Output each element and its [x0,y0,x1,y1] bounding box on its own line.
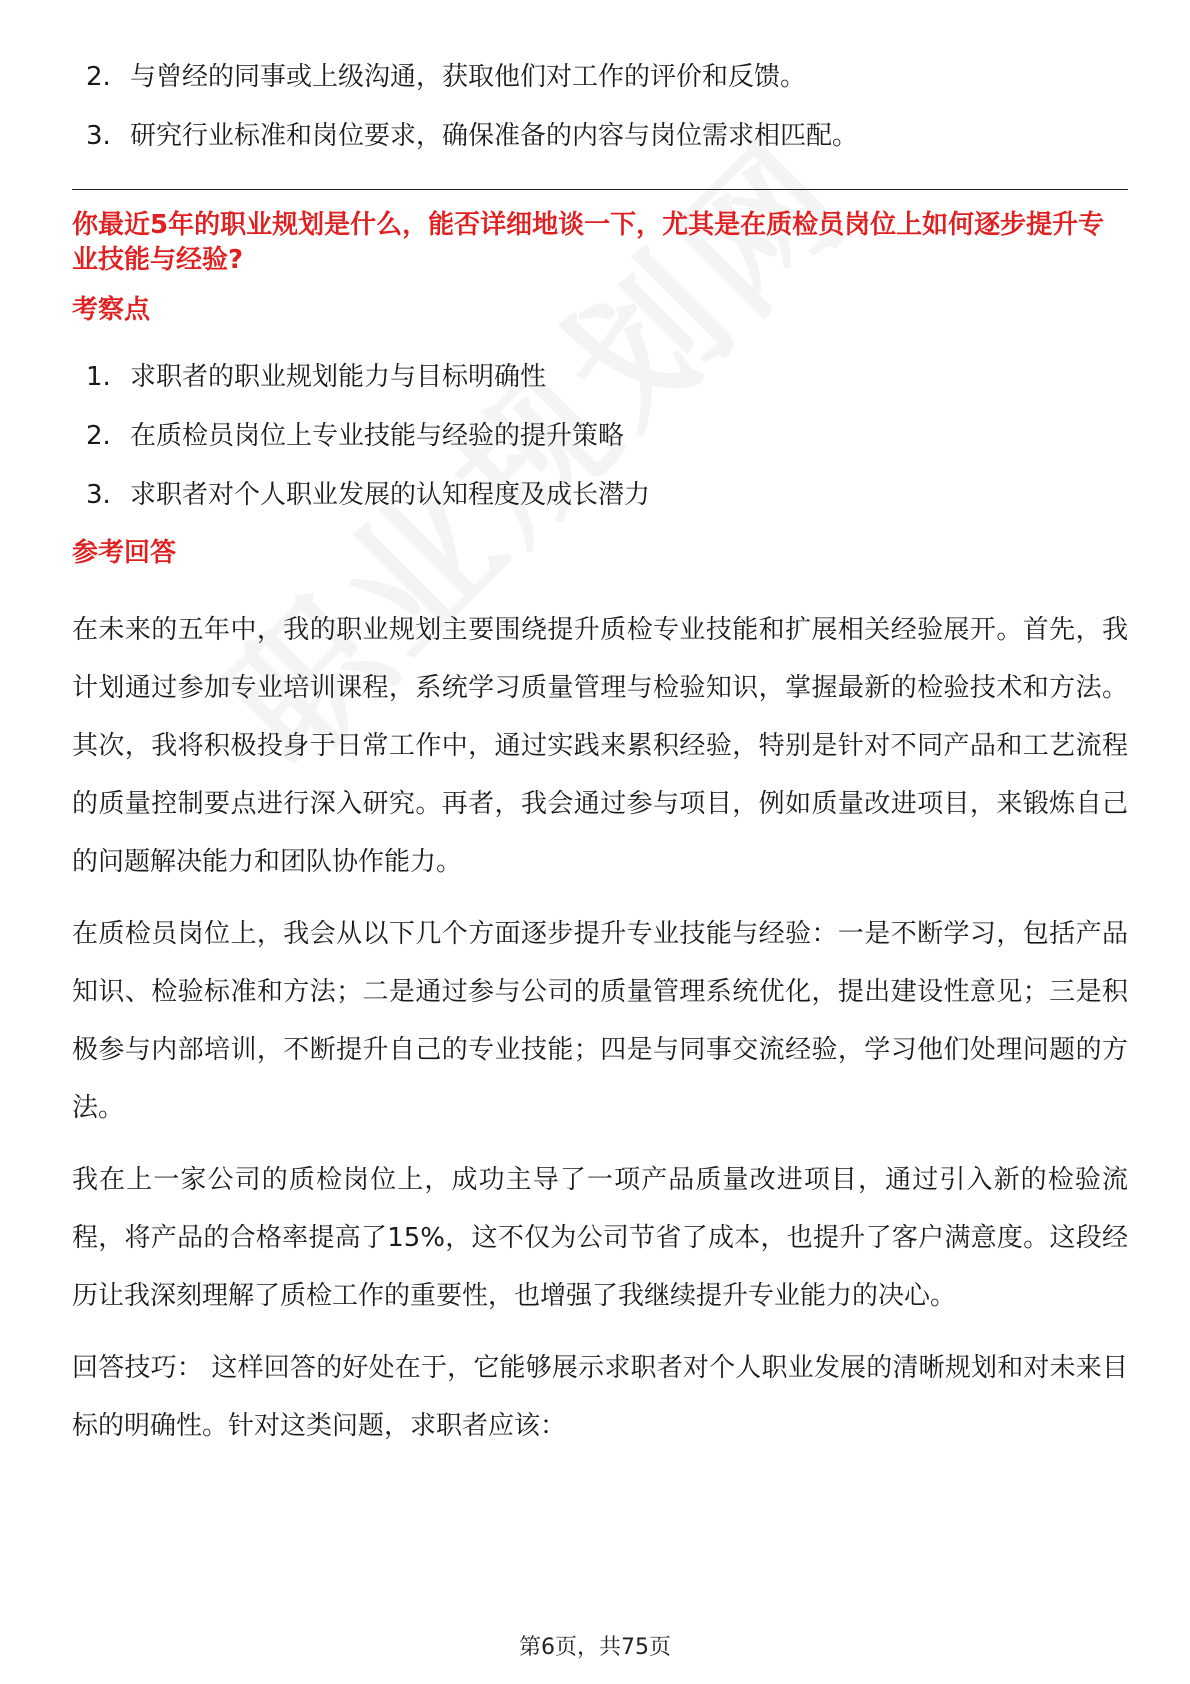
list-text: 研究行业标准和岗位要求，确保准备的内容与岗位需求相匹配。 [130,121,859,151]
points-list [72,358,1128,514]
list-number: 3. [86,121,111,151]
list-number: 2. [86,421,111,451]
list-text: 与曾经的同事或上级沟通，获取他们对工作的评价和反馈。 [130,62,807,92]
list-text: 求职者对个人职业发展的认知程度及成长潜力 [130,480,651,510]
page-content [72,58,1128,1469]
section-divider [72,189,1128,190]
answer-body [72,601,1128,1455]
answer-paragraph: 在未来的五年中，我的职业规划主要围绕提升质检专业技能和扩展相关经验展开。首先，我计划通过参加专业培训课程，系统学习质量管理与检验知识，掌握最新的检验技术和方法。其次，我将积极投身于日常工作中，通过实践来累积经验，特别是针对不同产品和工艺流程的质量控制要点进行深入研究。再者，我会通过参与项目，例如质量改进项目，来锻炼自己的问题解决能力和团队协作能力。 [72,615,1128,877]
answer-heading: 参考回答 [72,538,177,568]
list-item [72,358,1128,396]
list-item [72,58,1128,96]
answer-paragraph: 我在上一家公司的质检岗位上，成功主导了一项产品质量改进项目，通过引入新的检验流程，将产品的合格率提高了15%，这不仅为公司节省了成本，也提升了客户满意度。这段经历让我深刻理解了质检工作的重要性，也增强了我继续提升专业能力的决心。 [72,1165,1128,1311]
list-number: 2. [86,62,111,92]
list-text: 求职者的职业规划能力与目标明确性 [130,362,547,392]
list-item [72,117,1128,155]
page-footer: 第6页，共75页 [519,1635,671,1660]
answer-paragraph: 在质检员岗位上，我会从以下几个方面逐步提升专业技能与经验：一是不断学习，包括产品知识、检验标准和方法；二是通过参与公司的质量管理系统优化，提出建设性意见；三是积极参与内部培训，不断提升自己的专业技能；四是与同事交流经验，学习他们处理问题的方法。 [72,919,1128,1123]
points-heading: 考察点 [72,295,151,325]
list-number: 1. [86,362,111,392]
list-item [72,476,1128,514]
question-heading: 你最近5年的职业规划是什么，能否详细地谈一下，尤其是在质检员岗位上如何逐步提升专业技能与经验? [72,210,1105,275]
list-number: 3. [86,480,111,510]
list-text: 在质检员岗位上专业技能与经验的提升策略 [130,421,625,451]
answer-tip-paragraph: 回答技巧： 这样回答的好处在于，它能够展示求职者对个人职业发展的清晰规划和对未来目标的明确性。针对这类问题，求职者应该： [72,1353,1128,1441]
previous-list [72,58,1128,155]
list-item [72,417,1128,455]
